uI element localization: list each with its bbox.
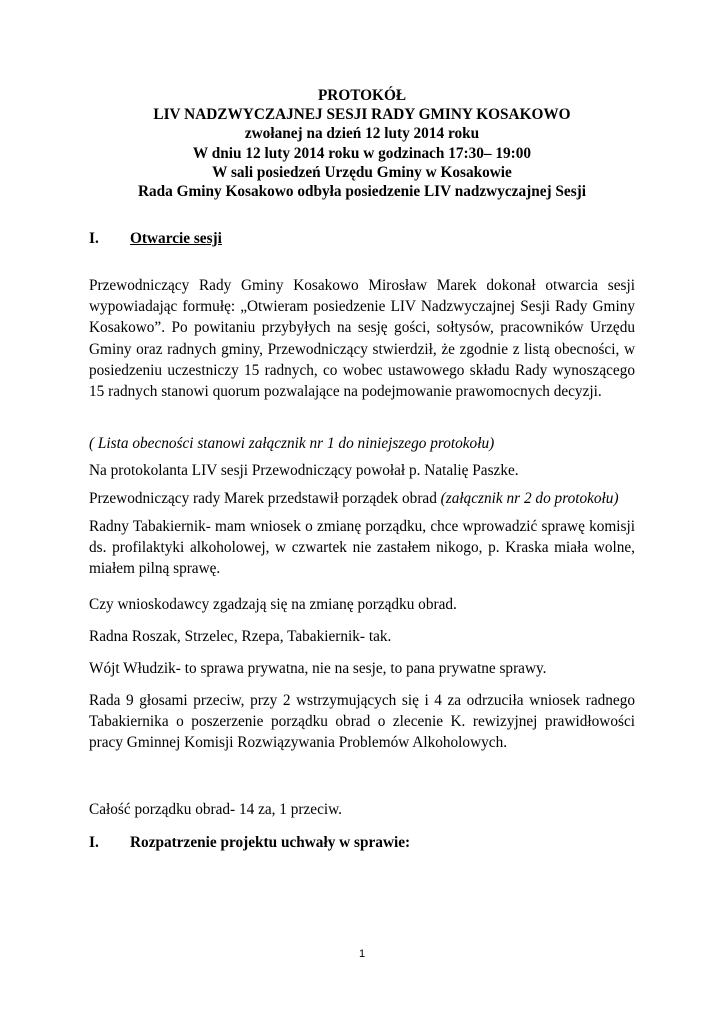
title-line-5: W sali posiedzeń Urzędu Gminy w Kosakowie bbox=[212, 163, 512, 181]
title-line-1: PROTOKÓŁ bbox=[317, 87, 407, 104]
attendance-note: ( Lista obecności stanowi załącznik nr 1 do niniejszego protokołu) bbox=[89, 435, 495, 452]
section-title: Rozpatrzenie projektu uchwały w sprawie: bbox=[130, 834, 411, 851]
agenda-intro: Przewodniczący rady Marek przedstawił porządek obrad bbox=[89, 490, 441, 507]
section-heading-opening bbox=[89, 229, 222, 248]
mayor-paragraph: Wójt Włudzik- to sprawa prywatna, nie na sesje, to pana prywatne sprawy. bbox=[89, 660, 547, 677]
section-heading-resolution bbox=[89, 833, 410, 852]
title-line-6: Rada Gminy Kosakowo odbyła posiedzenie LIV nadzwyczajnej Sesji bbox=[137, 183, 587, 201]
opening-paragraph: Przewodniczący Rady Gminy Kosakowo Mirosław Marek dokonał otwarcia sesji wypowiadając formułę: „Otwieram posiedzenie LIV Nadzwyczajnej Sesji Rady Gminy Kosakowo”. Po powitaniu przybyłych na sesję gości, sołtysów, pracowników Urzędu Gminy oraz radnych gminy, Przewodniczący stwierdził, że zgodnie z listą obecności, w posiedzeniu uczestniczy 15 radnych, co wobec ustawowego składu Rady wynoszącego 15 radnych stanowi quorum pozwalające na podejmowanie prawomocnych decyzji. bbox=[89, 277, 635, 401]
yes-votes-paragraph: Radna Roszak, Strzelec, Rzepa, Tabakiernik- tak. bbox=[89, 628, 392, 645]
section-title: Otwarcie sesji bbox=[130, 230, 222, 247]
section-number: I. bbox=[89, 230, 99, 247]
page-number: 1 bbox=[358, 948, 366, 960]
question-paragraph: Czy wnioskodawcy zgadzają się na zmianę porządku obrad. bbox=[89, 596, 457, 613]
recorder-paragraph: Na protokolanta LIV sesji Przewodniczący powołał p. Natalię Paszke. bbox=[89, 462, 519, 479]
agenda-total-paragraph: Całość porządku obrad- 14 za, 1 przeciw. bbox=[89, 801, 343, 818]
vote-result-paragraph: Rada 9 głosami przeciw, przy 2 wstrzymujących się i 4 za odrzuciła wniosek radnego Tabakiernika o poszerzenie porządku obrad o zlecenie K. rewizyjnej prawidłowości pracy Gminnej Komisji Rozwiązywania Problemów Alkoholowych. bbox=[89, 692, 635, 752]
protocol-title-block bbox=[60, 86, 664, 201]
title-line-3: zwołanej na dzień 12 luty 2014 roku bbox=[244, 125, 480, 143]
motion-paragraph: Radny Tabakiernik- mam wniosek o zmianę porządku, chce wprowadzić sprawę komisji ds. profilaktyki alkoholowej, w czwartek nie zastałem nikogo, p. Kraska miała wolne, miałem pilną sprawę. bbox=[89, 518, 635, 578]
agenda-paragraph bbox=[89, 488, 635, 509]
title-line-2: LIV NADZWYCZAJNEJ SESJI RADY GMINY KOSAKOWO bbox=[153, 106, 571, 124]
title-line-4: W dniu 12 luty 2014 roku w godzinach 17:30– 19:00 bbox=[192, 144, 532, 162]
section-number: I. bbox=[89, 834, 99, 851]
agenda-attachment-note: (załącznik nr 2 do protokołu) bbox=[440, 490, 619, 507]
